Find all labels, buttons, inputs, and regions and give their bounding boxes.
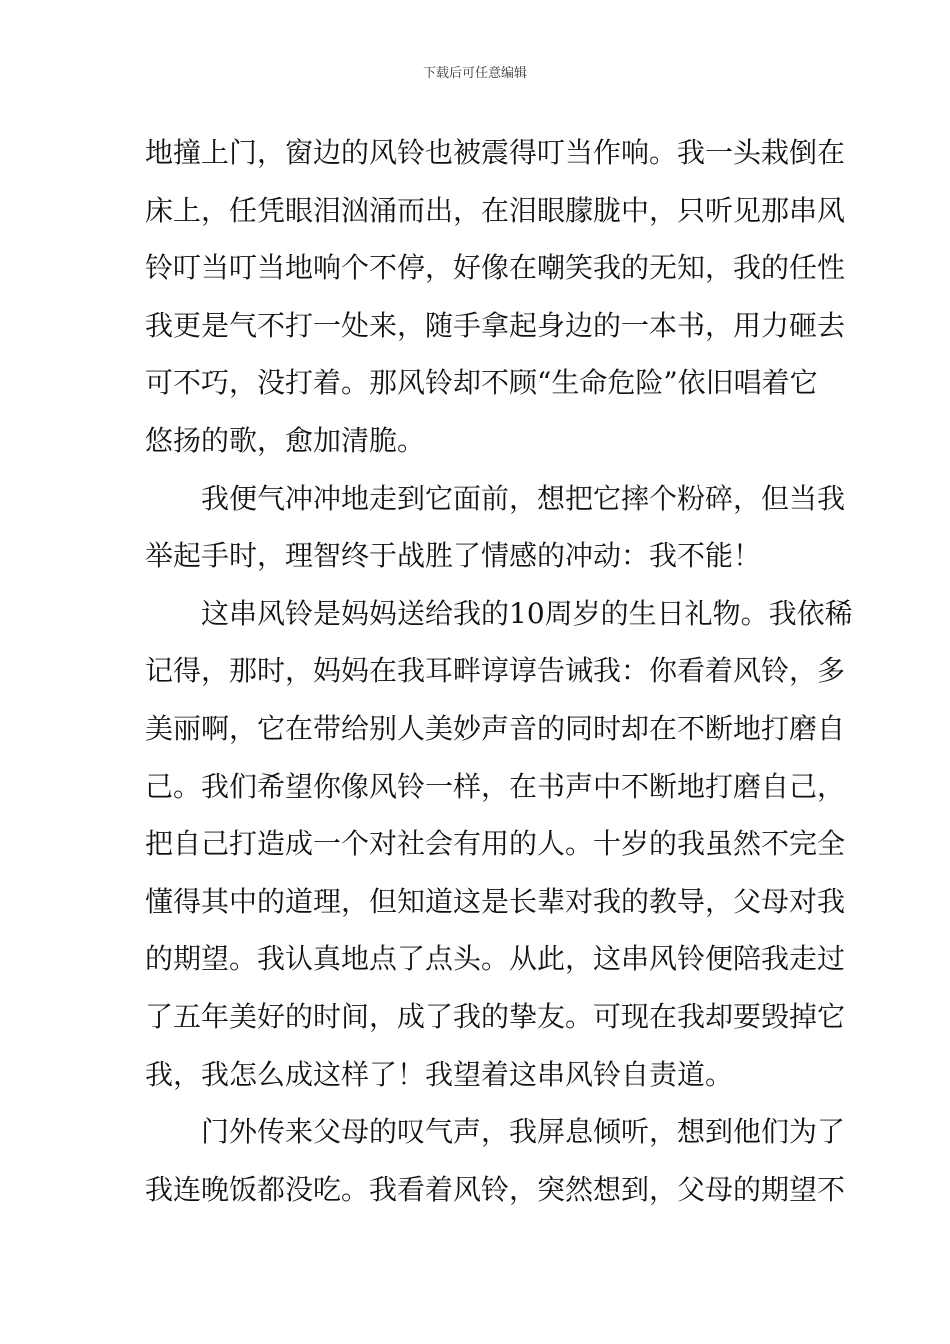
- text-line: 铃叮当叮当地响个不停，好像在嘲笑我的无知，我的任性: [145, 251, 846, 285]
- text-line: 我便气冲冲地走到它面前，想把它摔个粉碎，但当我: [201, 481, 846, 515]
- text-line: 我连晚饭都没吃。我看着风铃，突然想到，父母的期望不: [145, 1172, 846, 1206]
- text-line: 门外传来父母的叹气声，我屏息倾听，想到他们为了: [201, 1115, 846, 1149]
- text-line: 把自己打造成一个对社会有用的人。十岁的我虽然不完全: [145, 827, 846, 861]
- text-line: 我更是气不打一处来，随手拿起身边的一本书，用力砸去: [145, 308, 846, 342]
- text-line: 记得，那时，妈妈在我耳畔谆谆告诫我：你看着风铃，多: [145, 654, 846, 688]
- text-line: 床上，任凭眼泪汹涌而出，在泪眼朦胧中，只听见那串风: [145, 193, 846, 227]
- text-line: 我，我怎么成这样了！我望着这串风铃自责道。: [145, 1057, 734, 1091]
- text-line: 这串风铃是妈妈送给我的10周岁的生日礼物。我依稀: [201, 596, 853, 630]
- text-line: 己。我们希望你像风铃一样，在书声中不断地打磨自己，: [145, 769, 846, 803]
- text-line: 举起手时，理智终于战胜了情感的冲动：我不能！: [145, 539, 762, 573]
- text-line: 地撞上门，窗边的风铃也被震得叮当作响。我一头栽倒在: [145, 136, 846, 169]
- text-line: 懂得其中的道理，但知道这是长辈对我的教导，父母对我: [145, 884, 846, 918]
- text-line: 悠扬的歌，愈加清脆。: [145, 423, 426, 457]
- document-body: [145, 130, 853, 1224]
- text-line: 可不巧，没打着。那风铃却不顾“生命危险”依旧唱着它: [145, 366, 818, 400]
- text-line: 了五年美好的时间，成了我的挚友。可现在我却要毁掉它: [145, 999, 846, 1033]
- page-header: 下载后可任意编辑: [422, 66, 527, 81]
- text-line: 美丽啊，它在带给别人美妙声音的同时却在不断地打磨自: [145, 711, 846, 745]
- text-line: 的期望。我认真地点了点头。从此，这串风铃便陪我走过: [145, 942, 846, 976]
